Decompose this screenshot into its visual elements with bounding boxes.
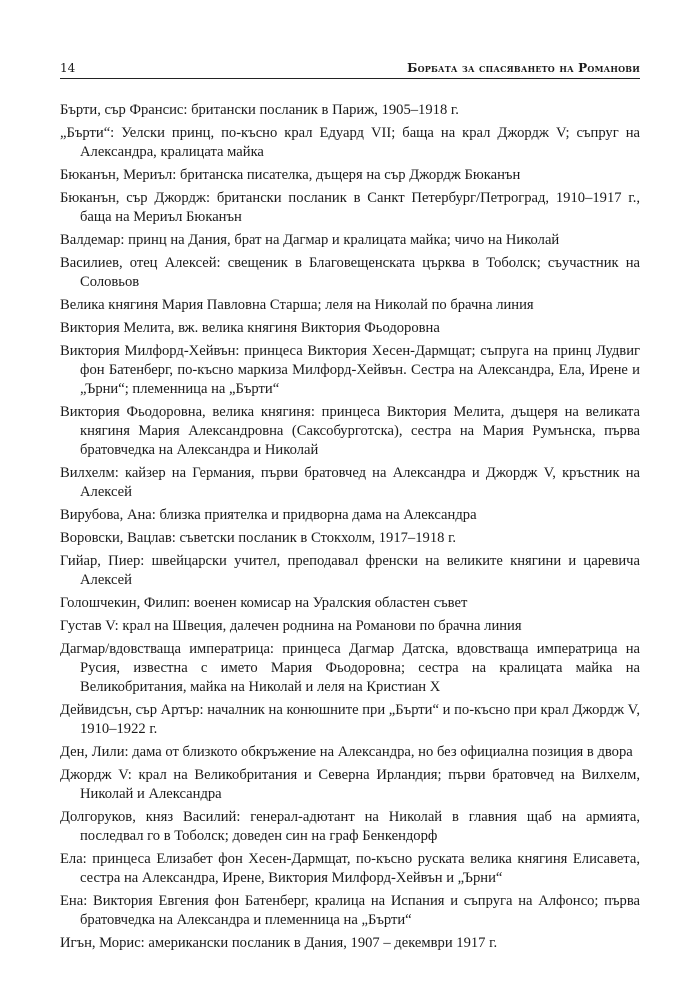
page-header — [60, 58, 640, 79]
glossary-entry: Ела: принцеса Елизабет фон Хесен-Дармщат, по-късно руската велика княгиня Елисавета, сестра на Александра, Ирене, Виктория Милфорд-Хейвън и „Ърни“ — [60, 851, 640, 886]
glossary-entry: Виктория Фьодоровна, велика княгиня: принцеса Виктория Мелита, дъщеря на великата княгиня Мария Александровна (Саксобурготска), сестра на Мария Румънска, първа братовчедка на Александра и Николай — [60, 404, 640, 458]
glossary-entry: Ден, Лили: дама от близкото обкръжение на Александра, но без официална позиция в двора — [60, 744, 633, 760]
glossary-entry: Голошчекин, Филип: военен комисар на Уралския областен съвет — [60, 595, 468, 611]
glossary-entry: Виктория Мелита, вж. велика княгиня Виктория Фьодоровна — [60, 320, 440, 336]
glossary-entry: Вилхелм: кайзер на Германия, първи братовчед на Александра и Джордж V, кръстник на Алексей — [60, 465, 640, 500]
glossary-entry: Велика княгиня Мария Павловна Старша; леля на Николай по брачна линия — [60, 297, 534, 313]
glossary-entry: Василиев, отец Алексей: свещеник в Благовещенската църква в Тоболск; съучастник на Соловьов — [60, 255, 640, 290]
glossary-entry: Бърти, сър Франсис: британски посланик в Париж, 1905–1918 г. — [60, 102, 459, 118]
glossary-entry: Бюканън, Мериъл: британска писателка, дъщеря на сър Джордж Бюканън — [60, 167, 521, 183]
glossary-entry: Бюканън, сър Джордж: британски посланик в Санкт Петербург/Петроград, 1910–1917 г., баща на Мериъл Бюканън — [60, 190, 640, 225]
glossary-entry: Густав V: крал на Швеция, далечен роднина на Романови по брачна линия — [60, 618, 522, 634]
glossary-entry: Долгоруков, княз Василий: генерал-адютант на Николай в главния щаб на армията, последвал го в Тоболск; доведен син на граф Бенкендорф — [60, 809, 640, 844]
glossary-entry: Воровски, Вацлав: съветски посланик в Стокхолм, 1917–1918 г. — [60, 530, 457, 546]
glossary-entry: „Бърти“: Уелски принц, по-късно крал Едуард VII; баща на крал Джордж V; съпруг на Александра, кралицата майка — [60, 125, 640, 160]
glossary-list — [60, 101, 640, 957]
glossary-entry: Игън, Морис: американски посланик в Дания, 1907 – декември 1917 г. — [60, 935, 498, 951]
page-number: 14 — [60, 61, 76, 75]
glossary-entry: Виктория Милфорд-Хейвън: принцеса Виктория Хесен-Дармщат; съпруга на принц Лудвиг фон Батенберг, по-късно маркиза Милфорд-Хейвън. Сестра на Александра, Ела, Ирене и „Ърни“; племенница на „Бърти“ — [60, 343, 640, 397]
glossary-entry: Джордж V: крал на Великобритания и Северна Ирландия; първи братовчед на Вилхелм, Николай и Александра — [60, 767, 640, 802]
glossary-entry: Гийар, Пиер: швейцарски учител, преподавал френски на великите княгини и царевича Алексей — [60, 553, 640, 588]
glossary-entry: Вирубова, Ана: близка приятелка и придворна дама на Александра — [60, 507, 477, 523]
glossary-entry: Дейвидсън, сър Артър: началник на конюшните при „Бърти“ и по-късно при крал Джордж V, 1910–1922 г. — [60, 702, 640, 737]
glossary-entry: Ена: Виктория Евгения фон Батенберг, кралица на Испания и съпруга на Алфонсо; първа братовчедка на Александра и племенница на „Бърти“ — [60, 893, 640, 928]
glossary-entry: Валдемар: принц на Дания, брат на Дагмар и кралицата майка; чичо на Николай — [60, 232, 560, 248]
running-title: Борбата за спасяването на Романови — [407, 61, 640, 75]
glossary-entry: Дагмар/вдовстваща императрица: принцеса Дагмар Датска, вдовстваща императрица на Русия, известна с името Мария Фьодоровна; сестра на кралицата майка на Великобритания, майка на Николай и леля на Кристиан Х — [60, 641, 640, 695]
